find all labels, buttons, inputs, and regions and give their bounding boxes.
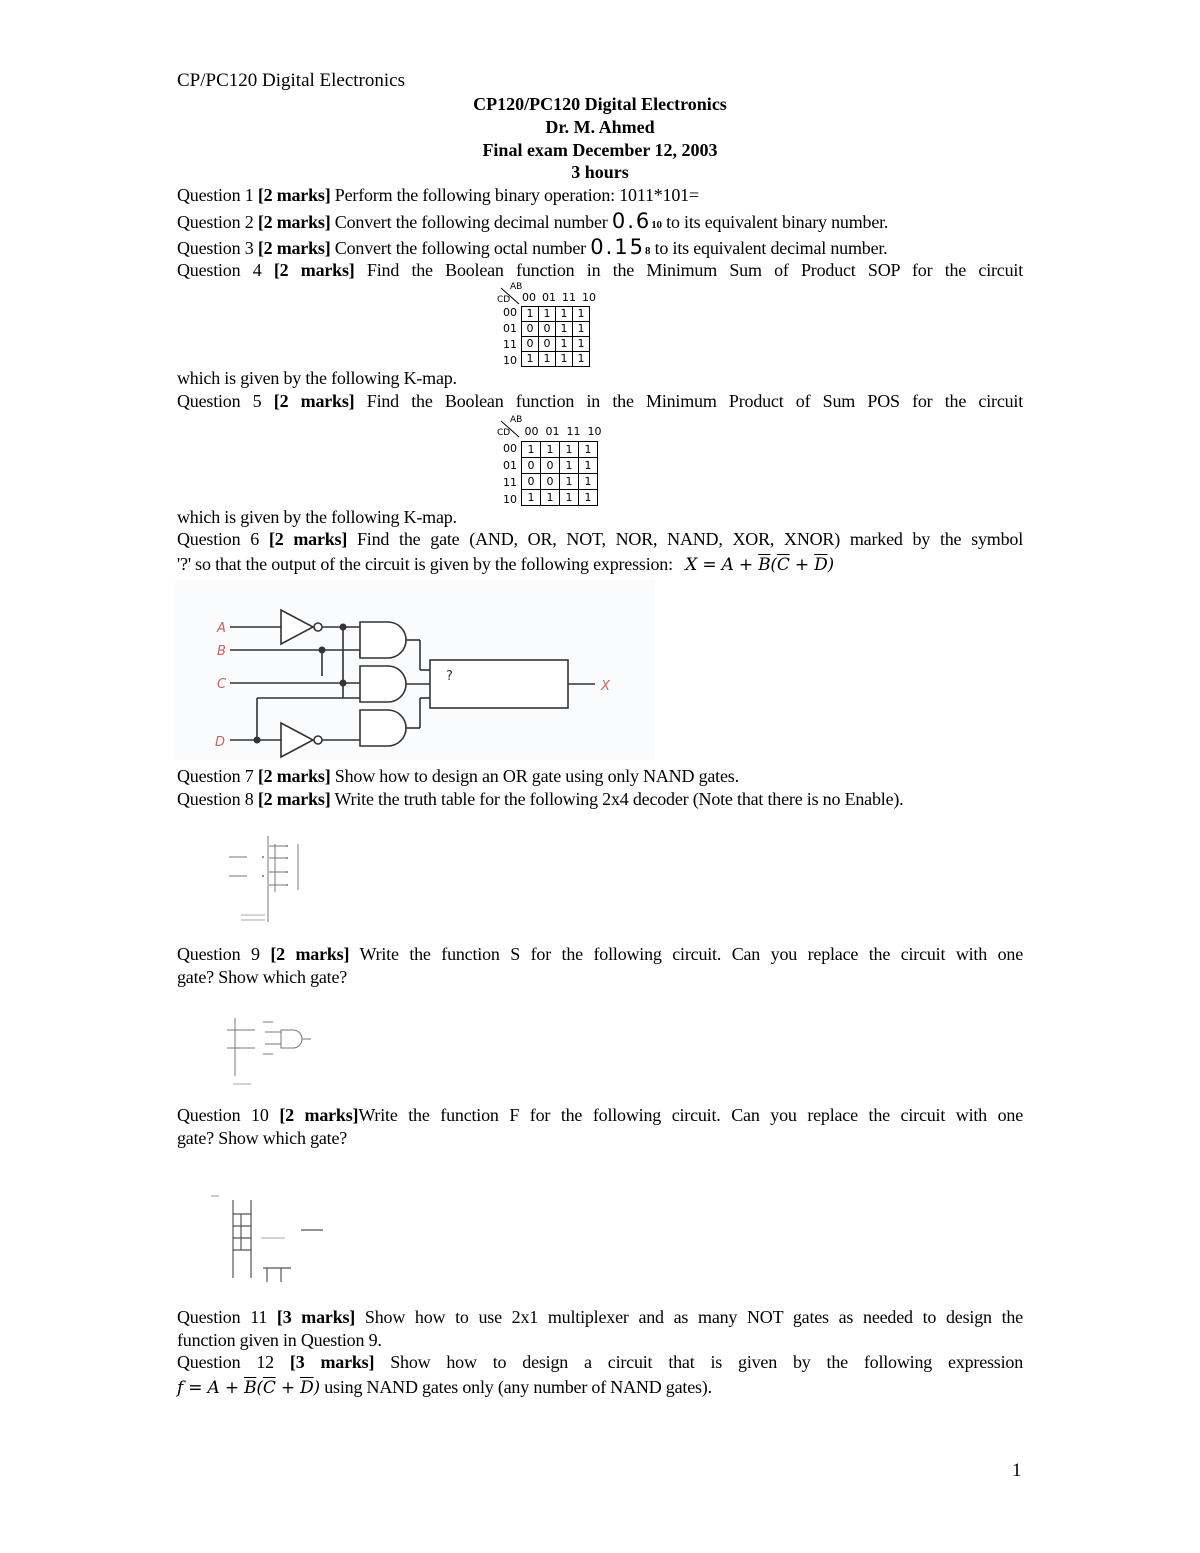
expr-term-complement: $\overline{C}$: [776, 555, 790, 575]
kmap-row-headers: [503, 440, 519, 508]
question-text: Show how to design a circuit that is given by the following expression: [374, 1352, 1023, 1372]
kmap-cell: 1: [579, 490, 598, 506]
kmap-cell: 1: [522, 490, 541, 506]
question-10-continued: gate? Show which gate?: [177, 1128, 348, 1148]
kmap-cell: 1: [560, 474, 579, 490]
number-base: 8: [645, 245, 651, 257]
expr-term-complement: $\overline{B}$: [244, 1378, 257, 1398]
kmap-cell: 1: [539, 352, 556, 367]
kmap-row-headers: [503, 305, 519, 369]
kmap-cell: 0: [522, 322, 539, 337]
circuit-background: [175, 580, 655, 760]
question-text: Show how to use 2x1 multiplexer and as many NOT gates as needed to design the: [355, 1307, 1023, 1327]
kmap-cell: 0: [541, 458, 560, 474]
kmap-cell: 1: [556, 307, 573, 322]
question-label: Question 2: [177, 212, 254, 232]
kmap-cell: 1: [522, 352, 539, 367]
expr-term: A: [207, 1378, 220, 1398]
question-marks: [2 marks]: [257, 212, 331, 232]
expr-op: +: [275, 1378, 301, 1398]
question-marks: [2 marks]: [273, 260, 355, 280]
question-text: Find the gate (AND, OR, NOT, NOR, NAND, XOR, XNOR) marked by the symbol: [347, 529, 1023, 549]
expr-term-complement: $\overline{B}$: [758, 555, 771, 575]
question-6: [177, 529, 1023, 550]
question-marks: [2 marks]: [257, 766, 331, 786]
decoder-2x4-figure: [225, 830, 315, 930]
question-11: [177, 1307, 1023, 1328]
kmap-grid: [521, 441, 598, 506]
kmap-row: [522, 458, 598, 474]
expression-q6: $X = A + \overline{B}(\overline{C} + \overline{D})$: [685, 555, 834, 575]
kmap-q4: [497, 284, 617, 380]
kmap-col-header: 10: [582, 291, 596, 304]
decimal-number: 0.6: [611, 209, 652, 233]
question-marks: [3 marks]: [276, 1307, 356, 1327]
running-header: CP/PC120 Digital Electronics: [177, 70, 405, 91]
kmap-row-header: 01: [503, 322, 517, 335]
input-label-a: A: [217, 621, 226, 636]
question-10: [177, 1105, 1023, 1126]
question-marks: [2 marks]: [268, 529, 348, 549]
kmap-cell: 1: [539, 307, 556, 322]
question-marks: [2 marks]: [257, 789, 331, 809]
question-label: Question 1: [177, 185, 254, 205]
expr-term-complement: $\overline{D}$: [814, 555, 828, 575]
kmap-col-header: 11: [566, 425, 581, 438]
course-title: CP120/PC120 Digital Electronics: [473, 94, 727, 114]
kmap-row: [522, 490, 598, 506]
question-text: Find the Boolean function in the Minimum Product of Sum POS for the circuit: [354, 391, 1024, 411]
kmap-cell: 0: [541, 474, 560, 490]
question-text: Perform the following binary operation: 1011*101=: [330, 185, 699, 205]
kmap-cell: 1: [522, 442, 541, 458]
kmap-cell: 0: [522, 474, 541, 490]
question-text: Write the function S for the following circuit. Can you replace the circuit with one: [349, 944, 1023, 964]
question-text: to its equivalent decimal number.: [650, 238, 888, 258]
question-label: Question 9: [177, 944, 260, 964]
kmap-q5: [497, 417, 617, 517]
junction-dot: [340, 680, 347, 687]
kmap-cell: 1: [522, 307, 539, 322]
kmap-row: [522, 322, 590, 337]
kmap-cell: 1: [556, 352, 573, 367]
kmap-row-header: 00: [503, 442, 517, 455]
kmap-cell: 0: [539, 337, 556, 352]
kmap-cell: 0: [539, 322, 556, 337]
expr-op: +: [733, 555, 759, 575]
kmap-cell: 1: [556, 337, 573, 352]
kmap-var-top: AB: [510, 282, 523, 292]
junction-dot: [319, 647, 326, 654]
input-label-d: D: [215, 735, 226, 750]
question-7: [177, 766, 739, 787]
question-9: [177, 944, 1023, 965]
question-3: [177, 235, 887, 259]
circuit-q6: [175, 580, 675, 765]
expr-op: +: [789, 555, 815, 575]
exam-duration: 3 hours: [571, 162, 629, 182]
question-text: Show how to design an OR gate using only NAND gates.: [330, 766, 739, 786]
input-label-c: C: [217, 677, 227, 692]
circuit-q9-figure: [225, 1008, 325, 1093]
kmap-var-top: AB: [510, 415, 523, 425]
kmap-cell: 1: [541, 442, 560, 458]
expression-q12: $f = A + \overline{B}(\overline{C} + \overline{D})$: [177, 1378, 320, 1398]
kmap-cell: 1: [573, 307, 590, 322]
question-text: Convert the following decimal number: [330, 212, 612, 232]
expr-eq: =: [183, 1378, 208, 1398]
and-gate-1: [360, 622, 406, 658]
not-bubble: [314, 623, 322, 631]
kmap-row: [522, 352, 590, 367]
and-gate-3: [360, 710, 406, 746]
kmap-col-header: 00: [522, 291, 536, 304]
kmap-col-header: 11: [562, 291, 576, 304]
question-marks: [2 marks]: [270, 944, 350, 964]
and-gate-2: [360, 666, 406, 702]
question-12-continued: [177, 1377, 712, 1398]
kmap-cell: 0: [522, 458, 541, 474]
question-text: Convert the following octal number: [330, 238, 591, 258]
kmap-row-header: 00: [503, 306, 517, 319]
question-12: [177, 1352, 1023, 1373]
expr-term-complement: $\overline{C}$: [262, 1378, 276, 1398]
kmap-col-header: 00: [524, 425, 539, 438]
question-text: Write the function F for the following circuit. Can you replace the circuit with one: [358, 1105, 1024, 1125]
question-text: Write the truth table for the following 2x4 decoder (Note that there is no Enable).: [330, 789, 904, 809]
kmap-cell: 1: [573, 337, 590, 352]
question-marks: [2 marks]: [273, 391, 355, 411]
number-base: 10: [651, 219, 662, 231]
question-11-continued: function given in Question 9.: [177, 1330, 382, 1350]
kmap-cell: 1: [556, 322, 573, 337]
kmap-cell: 1: [560, 458, 579, 474]
expr-op: +: [219, 1378, 245, 1398]
kmap-cell: 1: [541, 490, 560, 506]
unknown-gate-box: [430, 660, 568, 708]
kmap-col-header: 01: [545, 425, 560, 438]
circuit-q10-figure: [205, 1188, 335, 1288]
question-label: Question 5: [177, 391, 262, 411]
question-6-continued: [177, 554, 834, 575]
expr-term-complement: $\overline{D}$: [300, 1378, 314, 1398]
question-4-continued: which is given by the following K-map.: [177, 368, 457, 388]
question-text: using NAND gates only (any number of NAND gates).: [319, 1377, 712, 1397]
page-number: 1: [1012, 1460, 1022, 1481]
instructor-name: Dr. M. Ahmed: [545, 117, 655, 137]
kmap-cell: 1: [579, 474, 598, 490]
question-1: [177, 185, 699, 206]
kmap-var-side: CD: [497, 295, 511, 305]
expr-lhs: X: [685, 555, 698, 575]
kmap-row: [522, 337, 590, 352]
question-text: '?' so that the output of the circuit is given by the following expression:: [177, 554, 678, 574]
question-marks: [2 marks]: [257, 238, 331, 258]
question-label: Question 12: [177, 1352, 274, 1372]
kmap-row-header: 01: [503, 459, 517, 472]
expr-eq: =: [697, 555, 722, 575]
question-5: [177, 391, 1023, 412]
kmap-row-header: 10: [503, 493, 517, 506]
question-8: [177, 789, 903, 810]
junction-dot: [340, 624, 347, 631]
question-label: Question 7: [177, 766, 254, 786]
kmap-col-header: 10: [587, 425, 602, 438]
kmap-col-headers: [521, 425, 611, 438]
question-label: Question 8: [177, 789, 254, 809]
octal-number: 0.15: [590, 235, 646, 259]
input-label-b: B: [217, 644, 226, 659]
question-text: to its equivalent binary number.: [661, 212, 889, 232]
question-5-continued: which is given by the following K-map.: [177, 507, 457, 527]
expr-term: A: [721, 555, 734, 575]
kmap-cell: 1: [579, 442, 598, 458]
question-4: [177, 260, 1023, 281]
kmap-row-header: 11: [503, 476, 517, 489]
kmap-var-side: CD: [497, 428, 511, 438]
kmap-row: [522, 442, 598, 458]
question-9-continued: gate? Show which gate?: [177, 967, 348, 987]
question-label: Question 3: [177, 238, 254, 258]
question-label: Question 6: [177, 529, 260, 549]
kmap-cell: 1: [573, 322, 590, 337]
kmap-row-header: 10: [503, 354, 517, 367]
question-label: Question 11: [177, 1307, 268, 1327]
kmap-cell: 1: [579, 458, 598, 474]
kmap-cell: 1: [573, 352, 590, 367]
kmap-col-header: 01: [542, 291, 556, 304]
kmap-cell: 1: [560, 442, 579, 458]
question-marks: [2 marks]: [279, 1105, 359, 1125]
junction-dot: [254, 737, 261, 744]
question-marks: [2 marks]: [257, 185, 331, 205]
kmap-row-header: 11: [503, 338, 517, 351]
kmap-cell: 0: [522, 337, 539, 352]
question-2: [177, 209, 888, 233]
output-label-x: X: [601, 679, 610, 694]
kmap-grid: [521, 306, 590, 367]
question-text: Find the Boolean function in the Minimum Sum of Product SOP for the circuit: [354, 260, 1023, 280]
exam-date: Final exam December 12, 2003: [482, 140, 718, 160]
kmap-row: [522, 474, 598, 490]
question-label: Question 4: [177, 260, 262, 280]
not-bubble: [314, 736, 322, 744]
kmap-row: [522, 307, 590, 322]
kmap-cell: 1: [560, 490, 579, 506]
expr-lhs: f: [177, 1378, 184, 1398]
question-label: Question 10: [177, 1105, 269, 1125]
kmap-col-headers: [519, 291, 603, 304]
unknown-gate-symbol: ?: [446, 669, 453, 684]
question-marks: [3 marks]: [289, 1352, 375, 1372]
